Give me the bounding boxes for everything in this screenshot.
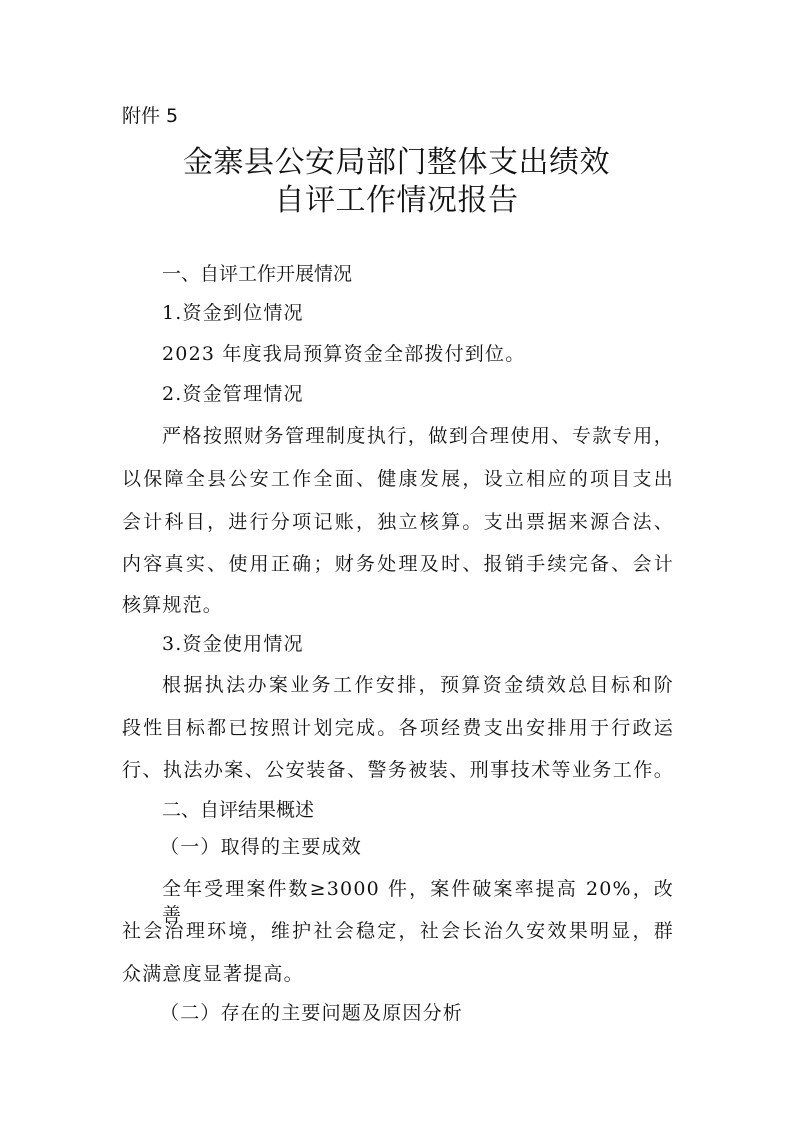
- paragraph-line: 根据执法办案业务工作安排，预算资金绩效总目标和阶: [162, 674, 674, 696]
- document-title-line-2: 自评工作情况报告: [274, 183, 519, 218]
- subsection-1-heading: （一）取得的主要成效: [160, 836, 363, 858]
- paragraph-line: 内容真实、使用正确；财务处理及时、报销手续完备、会计: [122, 553, 674, 575]
- paragraph-line: 社会治理环境，维护社会稳定，社会长治久安效果明显，群: [122, 920, 674, 942]
- subsection-2-heading: （二）存在的主要问题及原因分析: [160, 1002, 464, 1024]
- paragraph-line: 行、执法办案、公安装备、警务被装、刑事技术等业务工作。: [122, 759, 674, 781]
- paragraph-line: 全年受理案件数≥3000 件，案件破案率提高 20%，改善: [162, 878, 674, 926]
- attachment-label: 附件 5: [122, 105, 179, 127]
- paragraph-line: 众满意度显著提高。: [122, 963, 304, 985]
- section-2-heading: 二、自评结果概述: [162, 799, 315, 821]
- document-title-line-1: 金寨县公安局部门整体支出绩效: [183, 145, 610, 180]
- paragraph-line: 会计科目，进行分项记账，独立核算。支出票据来源合法、: [122, 511, 674, 533]
- paragraph-line: 以保障全县公安工作全面、健康发展，设立相应的项目支出: [122, 468, 674, 490]
- paragraph-line: 段性目标都已按照计划完成。各项经费支出安排用于行政运: [122, 717, 674, 739]
- item-1-text: 2023 年度我局预算资金全部拨付到位。: [162, 343, 526, 365]
- section-1-heading: 一、自评工作开展情况: [162, 263, 353, 285]
- paragraph-line: 严格按照财务管理制度执行，做到合理使用、专款专用，: [162, 425, 674, 447]
- item-1-heading: 1.资金到位情况: [162, 302, 304, 324]
- item-2-heading: 2.资金管理情况: [162, 383, 304, 405]
- paragraph-line: 核算规范。: [122, 594, 224, 616]
- item-3-heading: 3.资金使用情况: [162, 633, 304, 655]
